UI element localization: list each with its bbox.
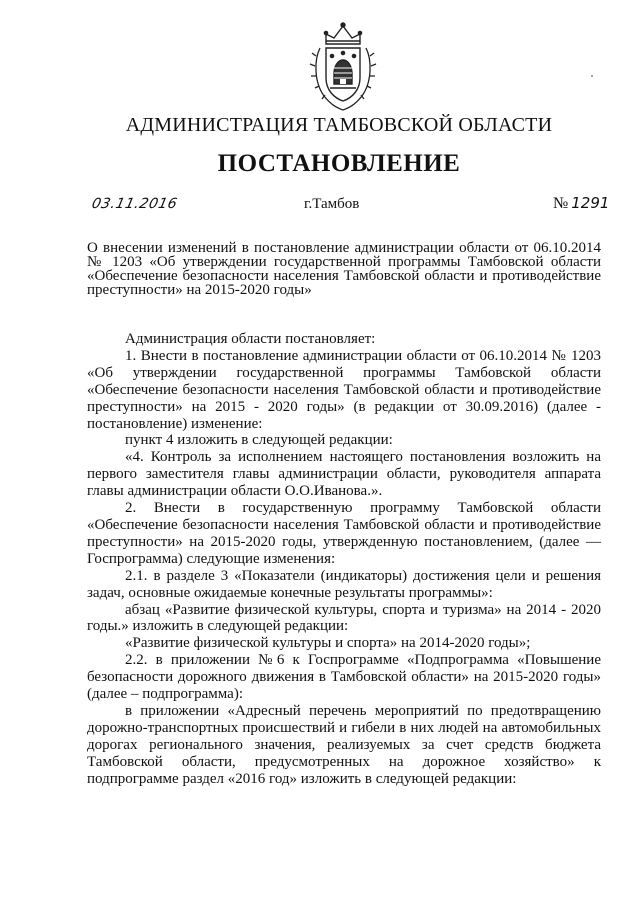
body-paragraph: пункт 4 изложить в следующей редакции: bbox=[125, 432, 393, 449]
coat-of-arms-icon bbox=[308, 20, 378, 112]
document-type-heading: ПОСТАНОВЛЕНИЕ bbox=[217, 150, 461, 177]
document-subject: О внесении изменений в постановление администрации области от 06.10.2014 № 1203 «Об утверждении государственной программы Тамбовской области «Обеспечение безопасности населения Тамбовской области и противодействие преступности» на 2015-2020 годы» bbox=[87, 240, 601, 298]
document-city: г.Тамбов bbox=[304, 196, 360, 212]
number-sign: № bbox=[553, 195, 569, 212]
document-body bbox=[87, 331, 601, 787]
body-paragraph: «4. Контроль за исполнением настоящего постановления возложить на первого заместителя главы администрации области, руководителя аппарата главы администрации области О.О.Иванова.». bbox=[87, 449, 601, 500]
body-paragraph: Администрация области постановляет: bbox=[125, 331, 376, 347]
body-paragraph: 2. Внести в государственную программу Тамбовской области «Обеспечение безопасности населения Тамбовской области и противодействие преступности» на 2015-2020 годы, утвержденную постановлением, (далее — Госпрограмма) следующие изменения: bbox=[87, 500, 601, 567]
body-paragraph: 2.2. в приложении №6 к Госпрограмме «Подпрограмма «Повышение безопасности дорожного движения в Тамбовской области» на 2015-2020 годы» (далее – подпрограмма): bbox=[87, 652, 601, 703]
body-paragraph: 2.1. в разделе 3 «Показатели (индикаторы) достижения цели и решения задач, основные ожидаемые конечные результаты программы»: bbox=[87, 567, 601, 601]
body-paragraph: «Развитие физической культуры и спорта» на 2014-2020 годы»; bbox=[125, 635, 531, 652]
number-value: 1291 bbox=[571, 194, 610, 212]
document-number bbox=[553, 194, 609, 213]
organization-title: АДМИНИСТРАЦИЯ ТАМБОВСКОЙ ОБЛАСТИ bbox=[125, 114, 553, 136]
body-paragraph: абзац «Развитие физической культуры, спорта и туризма» на 2014 - 2020 годы.» изложить в следующей редакции: bbox=[87, 601, 601, 635]
document-date: 03.11.2016 bbox=[90, 196, 179, 212]
body-paragraph: 1. Внести в постановление администрации области от 06.10.2014 № 1203 «Об утверждении государственной программы Тамбовской области «Обеспечение безопасности населения Тамбовской области и противодействие преступности» на 2015 - 2020 годы» (в редакции от 30.09.2016) (далее - постановление) изменение: bbox=[87, 347, 601, 432]
body-paragraph: в приложении «Адресный перечень мероприятий по предотвращению дорожно-транспортных происшествий и гибели в них людей на автомобильных дорогах регионального значения, реализуемых за счет средств бюджета Тамбовской области, предусмотренных на дорожное хозяйство» к подпрограмме раздел «2016 год» изложить в следующей редакции: bbox=[87, 702, 601, 787]
scan-dot bbox=[591, 75, 593, 77]
